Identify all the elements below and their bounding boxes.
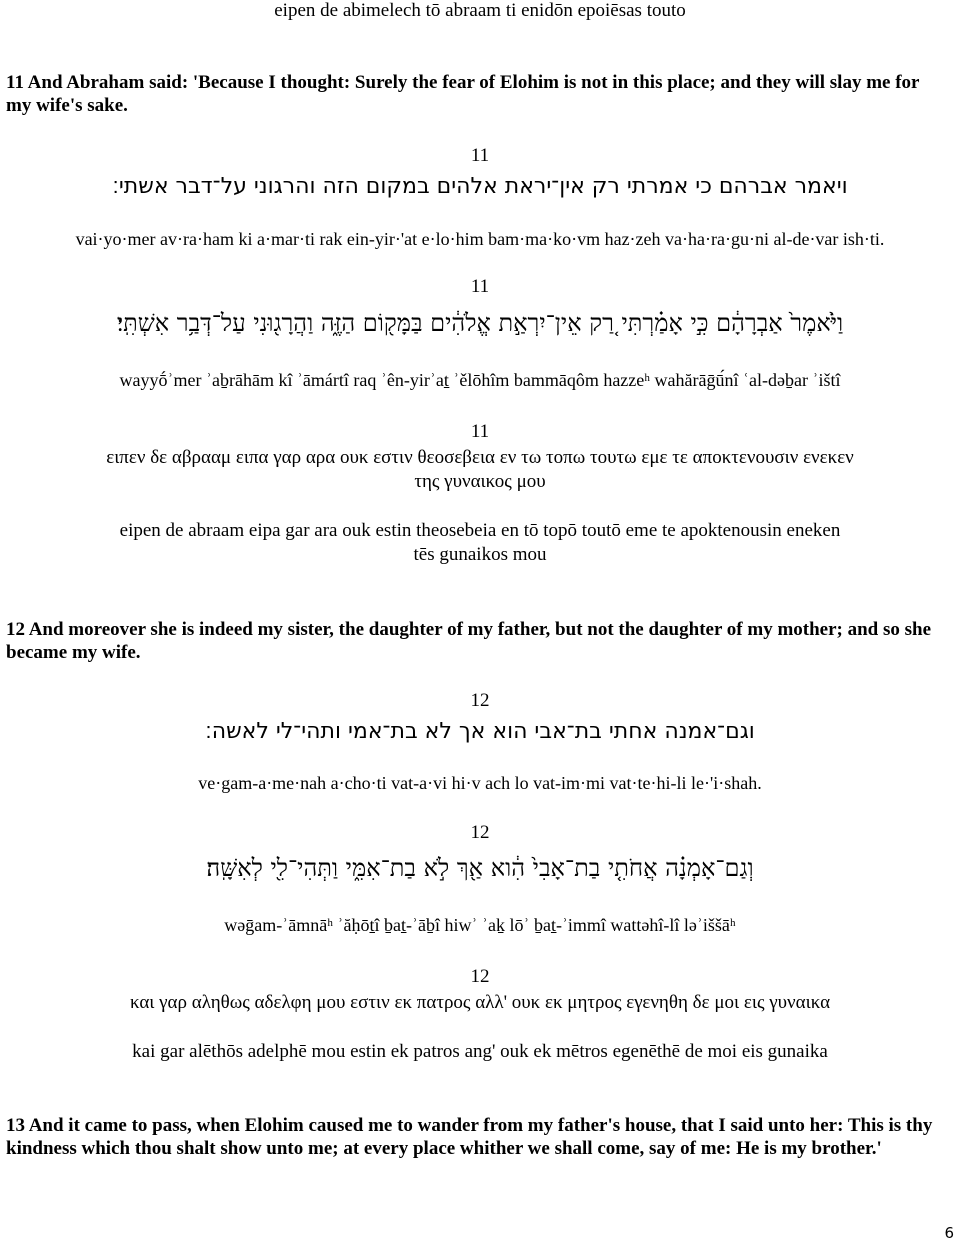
verse-number-11-b: 11	[470, 276, 490, 297]
hebrew-syllabic-v11: vai·yo·mer av·ra·ham ki a·mar·ti rak ein-yir·'at e·lo·him bam·ma·ko·vm haz·zeh va·ha·ra·gu·ni al-de·var ish·ti.	[75, 229, 885, 249]
hebrew-syllabic-v12: ve·gam-a·me·nah a·cho·ti vat-a·vi hi·v ach lo vat-im·mi vat·te·hi-li le·'i·shah.	[198, 773, 762, 793]
greek-text-v11-line2: της γυναικος μου	[414, 471, 546, 492]
verse-number-12-a: 12	[470, 690, 490, 711]
hebrew-consonantal-v12: וגם־אמנה אחתי בת־אבי הוא אך לא בת־אמי ותהי־לי לאשה׃	[205, 719, 755, 744]
verse-number-11-c: 11	[470, 421, 490, 442]
greek-text-v12: και γαρ αληθως αδελφη μου εστιν εκ πατρος αλλ' ουκ εκ μητρος εγενηθη δε μοι εις γυναικα	[129, 992, 831, 1013]
greek-translit-line-v10: eipen de abimelech tō abraam ti enidōn epoiēsas touto	[274, 0, 686, 21]
page-number: 6	[944, 1224, 954, 1242]
greek-translit-v11-line2: tēs gunaikos mou	[413, 544, 547, 565]
verse-number-11-a: 11	[470, 145, 490, 166]
greek-translit-v11-line1: eipen de abraam eipa gar ara ouk estin theosebeia en tō topō toutō eme te apoktenousin eneken	[119, 520, 841, 541]
hebrew-translit-v11: wayyṓʾmer ʾaḇrāhām kî ʾāmártî raq ʾên-yirʾaṯ ʾělōhîm bammāqôm hazzeʰ wahărāḡū́nî ʿal-dəḇar ʾištî	[119, 370, 841, 390]
hebrew-pointed-v12: וְגַם־אָמְנָ֗ה אֲחֹתִ֤י בַת־אָבִי֙ הִ֔וא אַ֖ךְ לֹ֣א בַת־אִמִּ֑י וַתְּהִי־לִ֖י לְאִשָּֽׁה׃	[206, 854, 754, 882]
hebrew-pointed-v11: וַיֹּ֙אמֶר֙ אַבְרָהָ֔ם כִּ֣י אָמַ֗רְתִּי רַ֚ק אֵין־יִרְאַ֣ת אֱלֹהִ֔ים בַּמָּק֖וֹם הַזֶּ֑ה וַהֲרָג֖וּנִי עַל־דְּבַ֥ר אִשְׁתִּֽי׃	[116, 309, 844, 337]
verse-number-12-b: 12	[470, 822, 490, 843]
english-verse-11: 11 And Abraham said: 'Because I thought: Surely the fear of Elohim is not in this place; and they will slay me for my wife's sake.	[6, 72, 920, 116]
greek-translit-v12: kai gar alēthōs adelphē mou estin ek patros ang' ouk ek mētros egenēthē de moi eis gunaika	[132, 1041, 828, 1062]
hebrew-translit-v12: wəḡam-ʾāmnāʰ ʾăḥōṯî ḇaṯ-ʾāḇî hiwʾ ʾaḵ lōʾ ḇaṯ-ʾimmî wattəhî-lî ləʾiššāʰ	[224, 915, 736, 935]
verse-number-12-c: 12	[470, 966, 490, 987]
hebrew-consonantal-v11: ויאמר אברהם כי אמרתי רק אין־יראת אלהים במקום הזה והרגוני על־דבר אשתי׃	[112, 174, 848, 199]
english-verse-13: 13 And it came to pass, when Elohim caused me to wander from my father's house, that I said unto her: This is thy kindness which thou shalt show unto me; at every place whither we shall come, say of me: He is my brother.'	[6, 1115, 933, 1159]
greek-text-v11-line1: ειπεν δε αβρααμ ειπα γαρ αρα ουκ εστιν θεοσεβεια εν τω τοπω τουτω εμε τε αποκτενουσιν ενεκεν	[106, 447, 854, 468]
english-verse-12: 12 And moreover she is indeed my sister, the daughter of my father, but not the daughter of my mother; and so she became my wife.	[6, 619, 932, 663]
